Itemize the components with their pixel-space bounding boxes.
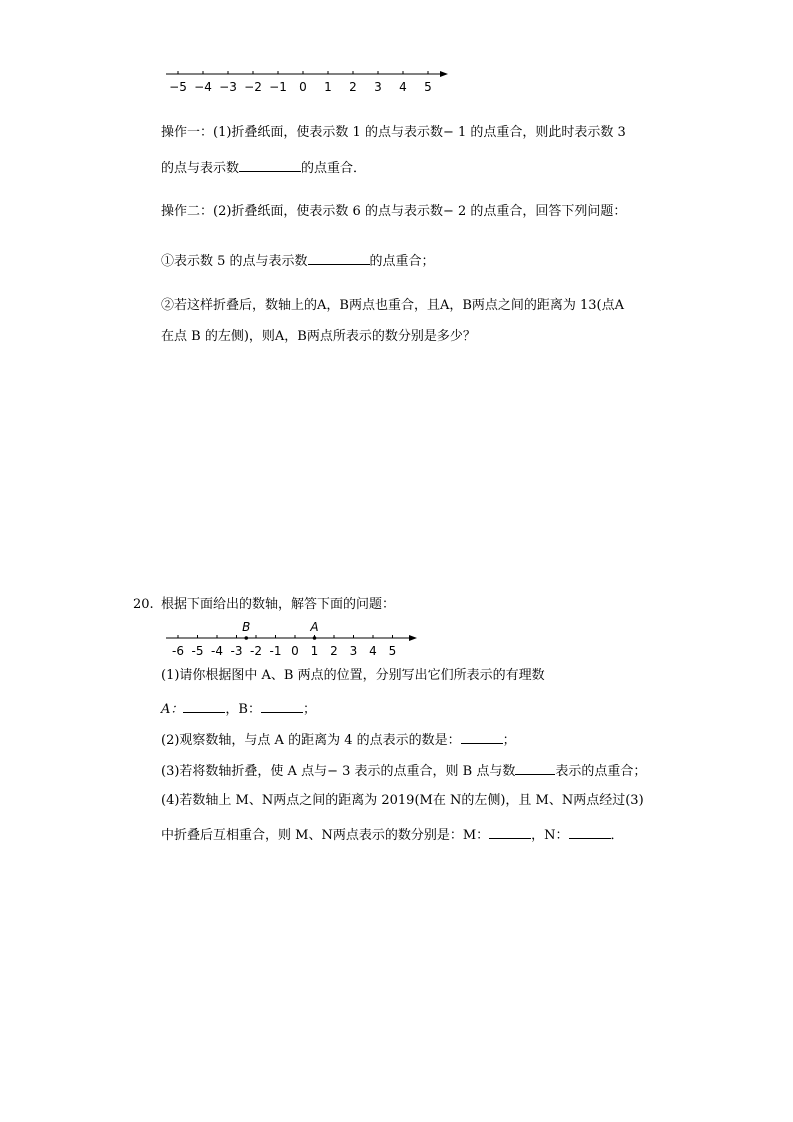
part4-end: ． <box>610 828 624 843</box>
part3-suffix: 表示的点重合； <box>555 764 647 779</box>
q20-part1: (1)请你根据图中 A、B 两点的位置，分别写出它们所表示的有理数 <box>161 668 545 683</box>
part4-mid: ，N： <box>531 828 569 843</box>
answer-blank-m[interactable] <box>489 824 531 839</box>
label-b: ，B： <box>225 702 261 717</box>
label-a: A： <box>161 702 184 717</box>
tick-label: −4 <box>194 80 212 94</box>
q20-part2 <box>161 729 516 750</box>
op2-q1-suffix: 的点重合； <box>369 254 435 269</box>
axis-arrow <box>440 71 448 77</box>
axis-arrow <box>409 635 417 641</box>
tick-label: 4 <box>399 80 407 94</box>
tick-label: -2 <box>250 644 262 658</box>
tick-label: -1 <box>269 644 282 658</box>
tick-label: −2 <box>244 80 262 94</box>
tick-label: 3 <box>374 80 382 94</box>
tick-label: 2 <box>349 80 357 94</box>
tick-label: 5 <box>388 644 397 658</box>
part1-end: ； <box>302 702 316 717</box>
q20-part4-line1: (4)若数轴上 M、N两点之间的距离为 2019(M在 N的左侧)，且 M、N两点经过(3) <box>161 793 644 808</box>
point-b-label: B <box>242 620 251 634</box>
answer-blank-part3[interactable] <box>515 760 555 775</box>
tick-label: 3 <box>349 644 358 658</box>
tick-label: -4 <box>211 644 223 658</box>
answer-blank-b[interactable] <box>261 698 303 713</box>
question-number: 20. <box>133 597 154 612</box>
tick-label: 1 <box>310 644 319 658</box>
tick-label: 0 <box>291 644 299 658</box>
op1-line1: 操作一：(1)折叠纸面，使表示数 1 的点与表示数− 1 的点重合，则此时表示数 3 <box>161 125 626 140</box>
point-a-dot <box>313 636 317 640</box>
answer-blank-a[interactable] <box>183 698 225 713</box>
answer-blank-part2[interactable] <box>461 729 503 744</box>
op2-q1 <box>161 250 435 271</box>
answer-blank-op1[interactable] <box>239 157 301 172</box>
part4-prefix: 中折叠后互相重合，则 M、N两点表示的数分别是：M： <box>161 828 490 843</box>
op2-q2-line2: 在点 B 的左侧)，则A，B两点所表示的数分别是多少？ <box>161 329 476 344</box>
op1-line2-prefix: 的点与表示数 <box>161 161 240 176</box>
tick-label: -3 <box>230 644 243 658</box>
op2-q1-prefix: ①表示数 5 的点与表示数 <box>161 254 308 269</box>
question-title: 根据下面给出的数轴，解答下面的问题： <box>161 597 396 612</box>
answer-blank-n[interactable] <box>569 824 611 839</box>
q20-part4-line2 <box>161 824 624 845</box>
op1-line2 <box>161 157 366 178</box>
tick-label: −3 <box>219 80 237 94</box>
op2-title: 操作二：(2)折叠纸面，使表示数 6 的点与表示数− 2 的点重合，回答下列问题： <box>161 204 627 219</box>
op1-line2-suffix: 的点重合． <box>301 161 367 176</box>
tick-label: -5 <box>191 644 204 658</box>
q20-part3 <box>161 760 646 781</box>
answer-blank-op2-q1[interactable] <box>308 250 370 265</box>
tick-label: −5 <box>169 80 187 94</box>
tick-label: 5 <box>424 80 432 94</box>
point-a-label: A <box>310 620 319 634</box>
tick-label: −1 <box>269 80 287 94</box>
part3-prefix: (3)若将数轴折叠，使 A 点与− 3 表示的点重合，则 B 点与数 <box>161 764 516 779</box>
tick-label: 4 <box>369 644 377 658</box>
op2-q2-line1: ②若这样折叠后，数轴上的A，B两点也重合，且A，B两点之间的距离为 13(点A <box>161 298 625 313</box>
part2-end: ； <box>502 733 516 748</box>
number-line-2 <box>160 618 430 658</box>
point-b-dot <box>244 636 248 640</box>
number-line-1 <box>160 62 460 98</box>
tick-label: 1 <box>324 80 332 94</box>
tick-label: -6 <box>172 644 184 658</box>
tick-label: 0 <box>299 80 307 94</box>
q20-part1-answers <box>161 698 316 719</box>
tick-label: 2 <box>330 644 338 658</box>
part2-prefix: (2)观察数轴，与点 A 的距离为 4 的点表示的数是： <box>161 733 461 748</box>
